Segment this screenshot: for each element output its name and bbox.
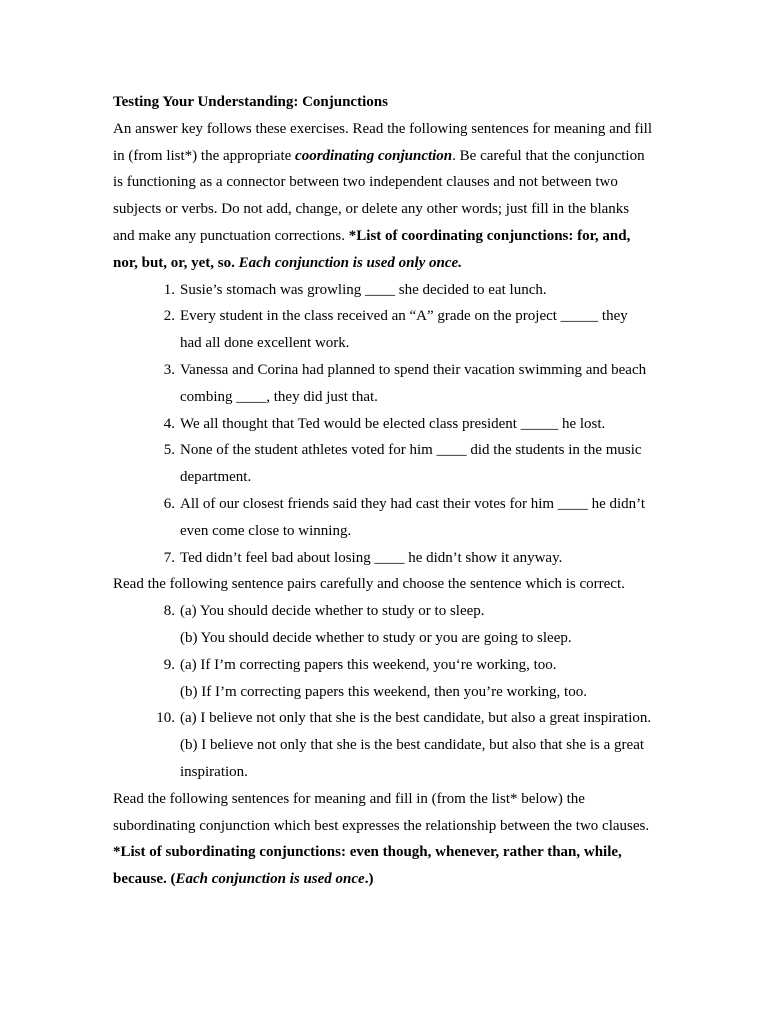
item-continuation: even come close to winning. bbox=[180, 522, 352, 539]
intro-text: and make any punctuation corrections. bbox=[113, 227, 349, 244]
item-continuation: had all done excellent work. bbox=[180, 335, 350, 352]
subordinating-list: *List of subordinating conjunctions: even though, whenever, rather than, while, bbox=[113, 844, 622, 861]
coordinating-list-label: *List of coordinating conjunctions: for, and, bbox=[348, 227, 631, 244]
item-number: 9. bbox=[163, 656, 175, 673]
item-text: All of our closest friends said they had cast their votes for him ____ he didn’t bbox=[180, 495, 646, 512]
subordinating-list-close: .) bbox=[364, 871, 374, 888]
item-continuation: combing ____, they did just that. bbox=[180, 388, 378, 405]
exercise-item bbox=[113, 437, 658, 464]
item-text: Ted didn’t feel bad about losing ____ he didn’t show it anyway. bbox=[180, 549, 563, 566]
item-number: 3. bbox=[163, 361, 175, 378]
item-number: 5. bbox=[163, 442, 175, 459]
coordinating-list: nor, but, or, yet, so. bbox=[113, 254, 239, 271]
option-b: (b) I believe not only that she is the best candidate, but also that she is a great bbox=[180, 737, 645, 754]
option-a: (a) If I’m correcting papers this weekend, you‘re working, too. bbox=[180, 656, 557, 673]
item-number: 4. bbox=[163, 415, 175, 432]
coordinating-note: Each conjunction is used only once. bbox=[238, 254, 462, 271]
exercise-item bbox=[113, 491, 658, 518]
option-b: (b) You should decide whether to study or you are going to sleep. bbox=[180, 629, 572, 646]
exercise-item bbox=[113, 303, 658, 330]
option-a: (a) You should decide whether to study or to sleep. bbox=[180, 603, 485, 620]
page-title: Testing Your Understanding: Conjunctions bbox=[113, 94, 388, 110]
intro-line-2 bbox=[113, 143, 658, 170]
worksheet-page bbox=[113, 89, 658, 893]
item-text: We all thought that Ted would be elected class president _____ he lost. bbox=[180, 415, 606, 432]
pair-item bbox=[113, 598, 658, 625]
intro-text: . Be careful that the conjunction bbox=[452, 147, 645, 164]
intro-line-3: is functioning as a connector between two independent clauses and not between two bbox=[113, 174, 618, 191]
pair-item bbox=[113, 652, 658, 679]
subordinating-list-tail: because. ( bbox=[113, 871, 176, 888]
intro-line-1: An answer key follows these exercises. Read the following sentences for meaning and fill bbox=[113, 120, 653, 137]
intro-text: in (from list*) the appropriate bbox=[113, 147, 296, 164]
subordinating-list-end bbox=[113, 866, 658, 893]
intro-line-6 bbox=[113, 250, 658, 277]
item-text: Every student in the class received an “A” grade on the project _____ they bbox=[180, 308, 628, 325]
item-text: Vanessa and Corina had planned to spend their vacation swimming and beach bbox=[180, 361, 647, 378]
option-b-continuation: inspiration. bbox=[180, 763, 248, 780]
intro-line-5 bbox=[113, 223, 658, 250]
coordinating-exercise-list bbox=[113, 277, 658, 572]
item-number: 2. bbox=[163, 308, 175, 325]
item-number: 6. bbox=[163, 495, 175, 512]
option-b: (b) If I’m correcting papers this weekend, then you’re working, too. bbox=[180, 683, 587, 700]
exercise-item bbox=[113, 277, 658, 304]
subordinating-instructions-2: subordinating conjunction which best expresses the relationship between the two clauses. bbox=[113, 817, 650, 834]
item-number: 1. bbox=[163, 281, 175, 298]
intro-line-4: subjects or verbs. Do not add, change, or delete any other words; just fill in the blanks bbox=[113, 201, 630, 218]
exercise-item bbox=[113, 411, 658, 438]
item-number: 8. bbox=[163, 603, 175, 620]
item-continuation: department. bbox=[180, 469, 252, 486]
item-number: 10. bbox=[156, 710, 175, 727]
option-a: (a) I believe not only that she is the best candidate, but also a great inspiration. bbox=[180, 710, 652, 727]
subordinating-instructions-1: Read the following sentences for meaning and fill in (from the list* below) the bbox=[113, 790, 585, 807]
item-number: 7. bbox=[163, 549, 175, 566]
subordinating-note: Each conjunction is used once bbox=[175, 871, 365, 888]
pair-item bbox=[113, 705, 658, 732]
sentence-pair-list bbox=[113, 598, 658, 786]
item-text: Susie’s stomach was growling ____ she decided to eat lunch. bbox=[180, 281, 547, 298]
exercise-item bbox=[113, 357, 658, 384]
exercise-item bbox=[113, 545, 658, 572]
pairs-instructions: Read the following sentence pairs carefully and choose the sentence which is correct. bbox=[113, 576, 625, 593]
intro-emphasis: coordinating conjunction bbox=[295, 147, 453, 164]
item-text: None of the student athletes voted for him ____ did the students in the music bbox=[180, 442, 642, 459]
